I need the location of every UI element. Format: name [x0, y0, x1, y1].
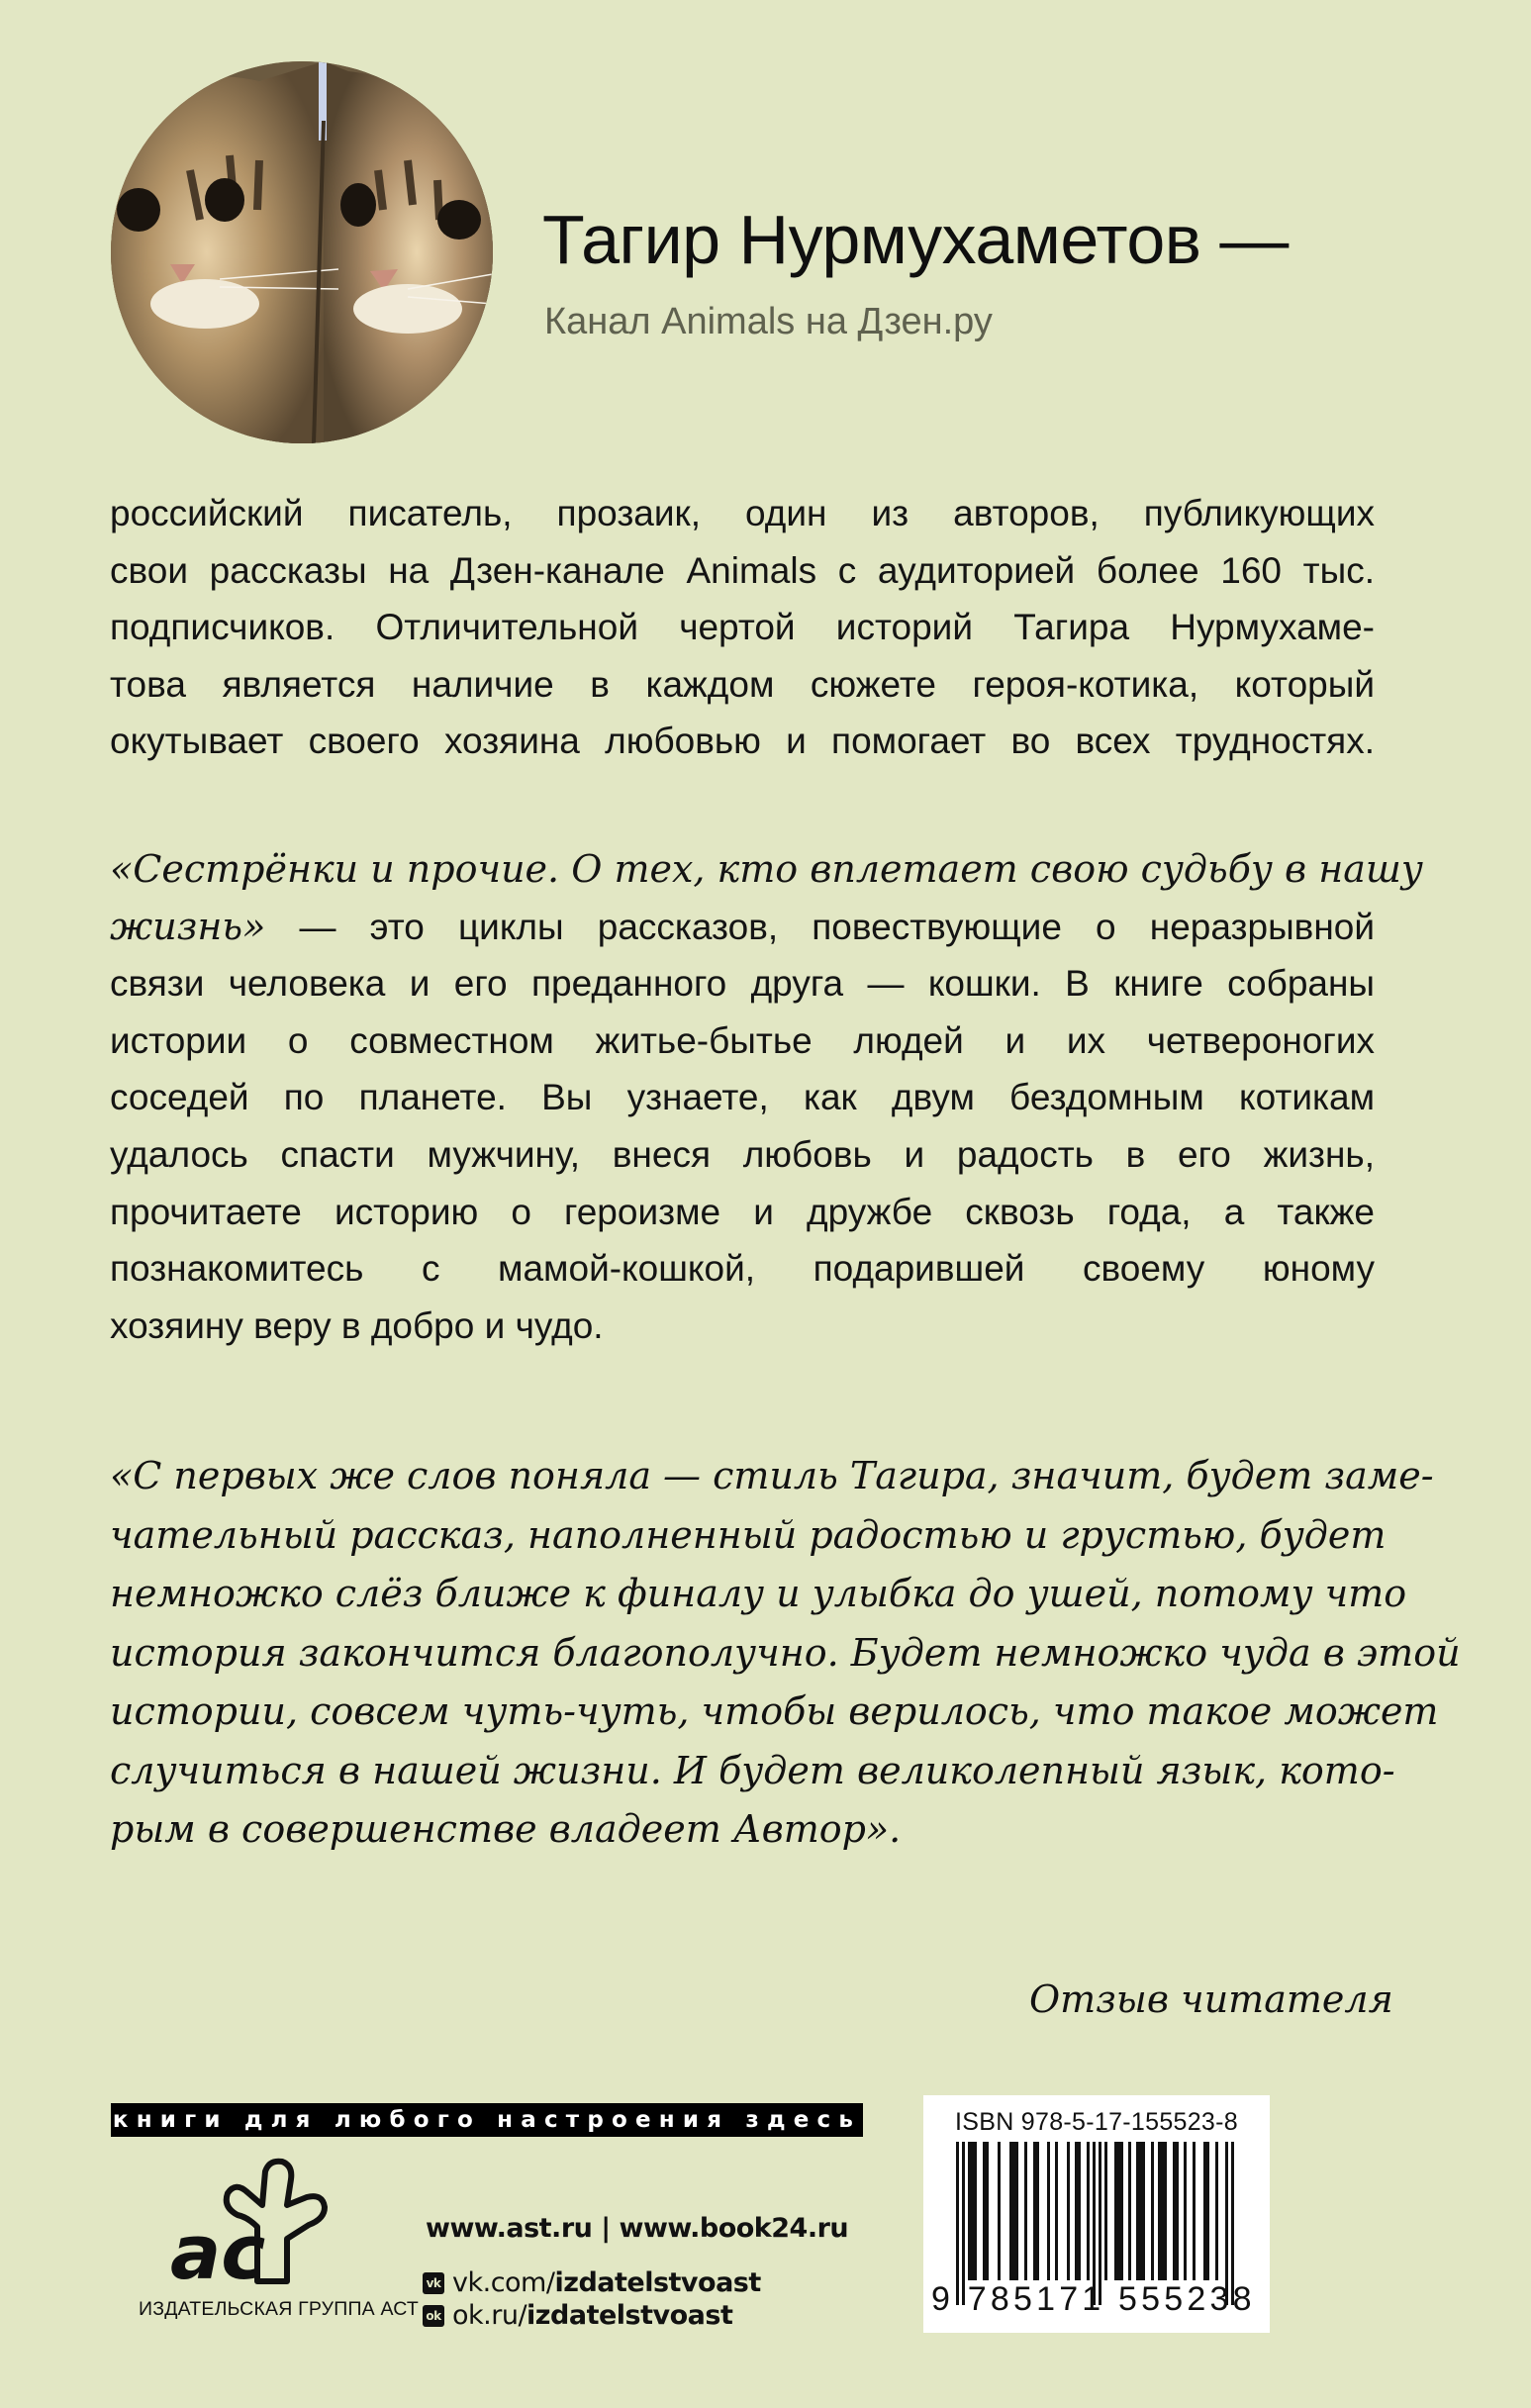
ast-logo — [139, 2158, 376, 2286]
description-line — [110, 899, 1375, 956]
isbn-barcode-box — [923, 2095, 1270, 2333]
bio-line: това является наличие в каждом сюжете героя-котика, который — [110, 663, 1375, 705]
description-line: истории о совместном житье-бытье людей и их четвероногих — [110, 1019, 1375, 1061]
vk-icon: vk — [423, 2272, 444, 2294]
description-line: удалось спасти мужчину, внеся любовь и радость в его жизнь, — [110, 1133, 1375, 1175]
review-signature: Отзыв читателя — [1029, 1977, 1393, 2021]
ok-link[interactable] — [423, 2300, 732, 2331]
review-line: немножко слёз ближе к финалу и улыбка до ушей, потому что — [110, 1572, 1407, 1615]
book-title-end: жизнь» — [110, 904, 266, 948]
bio-line: окутывает своего хозяина любовью и помогает во всех трудностях. — [110, 721, 1375, 762]
ok-icon: ok — [423, 2305, 444, 2327]
bio-line: свои рассказы на Дзен-канале Animals с аудиторией более 160 тыс. — [110, 549, 1375, 591]
bio-line: российский писатель, прозаик, один из авторов, публикующих — [110, 493, 1375, 533]
review-line: история закончится благополучно. Будет немножко чуда в этой — [110, 1630, 1461, 1675]
publisher-sites[interactable]: www.ast.ru | www.book24.ru — [426, 2213, 849, 2244]
description-line: связи человека и его преданного друга — кошки. В книге собраны — [110, 963, 1375, 1005]
publisher-caption: ИЗДАТЕЛЬСКАЯ ГРУППА АСТ — [139, 2298, 420, 2320]
author-bio — [110, 485, 1375, 770]
review-line: рым в совершенстве владеет Автор». — [110, 1807, 902, 1851]
author-name: Тагир Нурмухаметов — — [542, 201, 1289, 278]
description-line: хозяину веру в добро и чудо. — [110, 1304, 604, 1346]
description-line: прочитаете историю о героизме и дружбе сквозь года, а также — [110, 1191, 1375, 1232]
cats-photo-icon — [111, 61, 493, 443]
vk-link-text: vk.com/izdatelstvoast — [452, 2267, 761, 2298]
svg-text:ас: ас — [170, 2208, 266, 2286]
author-photo — [111, 61, 493, 443]
slogan-banner: книги для любого настроения здесь — [111, 2103, 863, 2137]
description-line: познакомитесь с мамой-кошкой, подарившей своему юному — [110, 1248, 1375, 1290]
bio-line: подписчиков. Отличительной чертой историй Тагира Нурмухаме- — [110, 607, 1375, 648]
ast-logo-icon — [139, 2158, 376, 2286]
vk-link[interactable] — [423, 2267, 761, 2298]
book-title-line: «Сестрёнки и прочие. О тех, кто вплетает свою судьбу в нашу — [110, 847, 1423, 891]
barcode-digits: 9 785171 555238 — [931, 2280, 1256, 2318]
description-text: — это циклы рассказов, повествующие о неразрывной — [265, 906, 1375, 947]
review-line: чательный рассказ, наполненный радостью и грустью, будет — [110, 1512, 1387, 1557]
ok-link-text: ok.ru/izdatelstvoast — [452, 2300, 733, 2331]
review-line: случиться в нашей жизни. И будет великолепный язык, кото- — [110, 1748, 1395, 1792]
description-line: соседей по планете. Вы узнаете, как двум бездомным котикам — [110, 1077, 1375, 1118]
book-description — [110, 841, 1423, 1354]
isbn-number: ISBN 978-5-17-155523-8 — [955, 2108, 1238, 2136]
reader-review — [110, 1447, 1461, 1860]
author-channel: Канал Animals на Дзен.ру — [544, 301, 993, 342]
review-line: истории, совсем чуть-чуть, чтобы верилось, что такое может — [110, 1689, 1439, 1733]
review-line: «С первых же слов поняла — стиль Тагира, значит, будет заме- — [110, 1454, 1434, 1497]
